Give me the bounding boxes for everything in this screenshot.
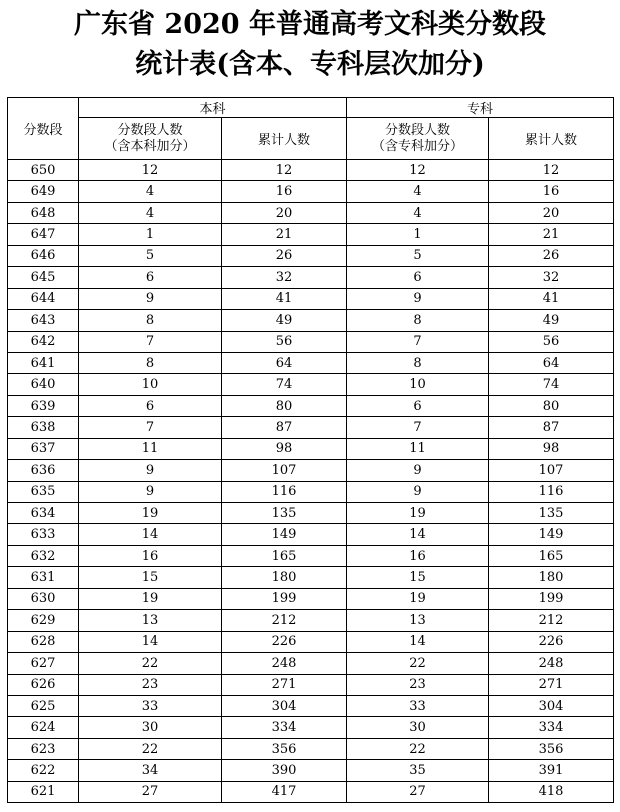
score-cell: 622 — [8, 760, 79, 781]
table-body — [8, 160, 614, 803]
zhuanke-count-cell: 11 — [347, 438, 489, 459]
benke-cumulative-cell: 98 — [222, 438, 347, 459]
score-cell: 633 — [8, 524, 79, 545]
score-cell: 629 — [8, 610, 79, 631]
score-cell: 627 — [8, 653, 79, 674]
zhuanke-cumulative-cell: 74 — [489, 374, 614, 395]
benke-cumulative-cell: 41 — [222, 288, 347, 309]
benke-cumulative-header: 累计人数 — [222, 118, 347, 160]
table-row — [8, 224, 614, 245]
benke-cumulative-cell: 417 — [222, 781, 347, 802]
zhuanke-cumulative-cell: 87 — [489, 417, 614, 438]
benke-count-cell: 13 — [79, 610, 222, 631]
zhuanke-cumulative-cell: 20 — [489, 202, 614, 223]
zhuanke-cumulative-cell: 248 — [489, 653, 614, 674]
score-cell: 643 — [8, 310, 79, 331]
score-cell: 631 — [8, 567, 79, 588]
benke-cumulative-cell: 271 — [222, 674, 347, 695]
zhuanke-count-cell: 14 — [347, 631, 489, 652]
table-row — [8, 631, 614, 652]
table-row — [8, 245, 614, 266]
benke-count-cell: 19 — [79, 503, 222, 524]
zhuanke-count-cell: 14 — [347, 524, 489, 545]
benke-count-header: 分数段人数 （含本科加分） — [79, 118, 222, 160]
benke-cumulative-cell: 304 — [222, 695, 347, 716]
header-row-groups — [8, 98, 614, 118]
zhuanke-count-cell: 12 — [347, 160, 489, 181]
benke-count-cell: 19 — [79, 588, 222, 609]
score-cell: 630 — [8, 588, 79, 609]
zhuanke-count-cell: 22 — [347, 738, 489, 759]
benke-cumulative-cell: 390 — [222, 760, 347, 781]
zhuanke-count-cell: 4 — [347, 202, 489, 223]
table-row — [8, 588, 614, 609]
zhuanke-cumulative-cell: 49 — [489, 310, 614, 331]
zhuanke-group-header: 专科 — [347, 98, 614, 118]
zhuanke-count-cell: 19 — [347, 503, 489, 524]
score-cell: 623 — [8, 738, 79, 759]
table-row — [8, 352, 614, 373]
score-cell: 624 — [8, 717, 79, 738]
score-cell: 638 — [8, 417, 79, 438]
zhuanke-cumulative-cell: 21 — [489, 224, 614, 245]
table-row — [8, 331, 614, 352]
table-row — [8, 760, 614, 781]
zhuanke-cumulative-cell: 212 — [489, 610, 614, 631]
benke-count-cell: 7 — [79, 417, 222, 438]
score-cell: 621 — [8, 781, 79, 802]
benke-cumulative-cell: 32 — [222, 267, 347, 288]
benke-cumulative-cell: 356 — [222, 738, 347, 759]
benke-count-cell: 9 — [79, 460, 222, 481]
zhuanke-count-cell: 33 — [347, 695, 489, 716]
benke-count-cell: 33 — [79, 695, 222, 716]
benke-count-cell: 9 — [79, 481, 222, 502]
zhuanke-cumulative-cell: 16 — [489, 181, 614, 202]
zhuanke-cumulative-cell: 226 — [489, 631, 614, 652]
benke-count-cell: 9 — [79, 288, 222, 309]
benke-cumulative-cell: 180 — [222, 567, 347, 588]
benke-cumulative-cell: 56 — [222, 331, 347, 352]
zhuanke-cumulative-cell: 80 — [489, 395, 614, 416]
score-cell: 650 — [8, 160, 79, 181]
zhuanke-count-cell: 6 — [347, 395, 489, 416]
table-row — [8, 695, 614, 716]
table-row — [8, 674, 614, 695]
zhuanke-cumulative-cell: 271 — [489, 674, 614, 695]
zhuanke-count-cell: 7 — [347, 417, 489, 438]
table-row — [8, 460, 614, 481]
benke-cumulative-cell: 116 — [222, 481, 347, 502]
table-row — [8, 288, 614, 309]
table-row — [8, 781, 614, 802]
zhuanke-count-cell: 30 — [347, 717, 489, 738]
zhuanke-cumulative-cell: 149 — [489, 524, 614, 545]
title-line-1: 广东省 2020 年普通高考文科类分数段 — [74, 9, 546, 40]
benke-count-cell: 23 — [79, 674, 222, 695]
benke-count-cell: 14 — [79, 631, 222, 652]
score-cell: 636 — [8, 460, 79, 481]
table-row — [8, 524, 614, 545]
benke-count-cell: 11 — [79, 438, 222, 459]
benke-count-cell: 16 — [79, 545, 222, 566]
zhuanke-count-cell: 9 — [347, 460, 489, 481]
zhuanke-cumulative-cell: 56 — [489, 331, 614, 352]
benke-cumulative-cell: 226 — [222, 631, 347, 652]
benke-cumulative-cell: 212 — [222, 610, 347, 631]
benke-count-cell: 8 — [79, 310, 222, 331]
benke-count-cell: 22 — [79, 738, 222, 759]
benke-count-cell: 6 — [79, 267, 222, 288]
zhuanke-count-cell: 27 — [347, 781, 489, 802]
zhuanke-count-cell: 23 — [347, 674, 489, 695]
zhuanke-cumulative-cell: 135 — [489, 503, 614, 524]
score-cell: 635 — [8, 481, 79, 502]
benke-count-cell: 10 — [79, 374, 222, 395]
score-cell: 641 — [8, 352, 79, 373]
table-row — [8, 738, 614, 759]
document-title — [0, 0, 620, 80]
benke-cumulative-cell: 248 — [222, 653, 347, 674]
table-row — [8, 160, 614, 181]
benke-count-cell: 7 — [79, 331, 222, 352]
score-cell: 637 — [8, 438, 79, 459]
table-row — [8, 567, 614, 588]
zhuanke-count-cell: 13 — [347, 610, 489, 631]
benke-count-cell: 30 — [79, 717, 222, 738]
zhuanke-cumulative-cell: 418 — [489, 781, 614, 802]
zhuanke-cumulative-cell: 180 — [489, 567, 614, 588]
benke-cumulative-cell: 16 — [222, 181, 347, 202]
zhuanke-count-cell: 5 — [347, 245, 489, 266]
score-cell: 632 — [8, 545, 79, 566]
benke-count-cell: 15 — [79, 567, 222, 588]
benke-count-cell: 4 — [79, 181, 222, 202]
table-row — [8, 202, 614, 223]
score-cell: 647 — [8, 224, 79, 245]
benke-count-cell: 1 — [79, 224, 222, 245]
table-row — [8, 545, 614, 566]
score-cell: 645 — [8, 267, 79, 288]
score-cell: 649 — [8, 181, 79, 202]
benke-count-cell: 22 — [79, 653, 222, 674]
header-row-columns — [8, 118, 614, 160]
zhuanke-count-cell: 8 — [347, 310, 489, 331]
benke-cumulative-cell: 12 — [222, 160, 347, 181]
benke-count-cell: 34 — [79, 760, 222, 781]
score-cell: 639 — [8, 395, 79, 416]
zhuanke-cumulative-cell: 334 — [489, 717, 614, 738]
zhuanke-count-cell: 6 — [347, 267, 489, 288]
benke-cumulative-cell: 64 — [222, 352, 347, 373]
benke-count-cell: 27 — [79, 781, 222, 802]
zhuanke-cumulative-cell: 107 — [489, 460, 614, 481]
zhuanke-cumulative-cell: 165 — [489, 545, 614, 566]
zhuanke-count-cell: 19 — [347, 588, 489, 609]
table-row — [8, 267, 614, 288]
zhuanke-count-cell: 22 — [347, 653, 489, 674]
benke-cumulative-cell: 334 — [222, 717, 347, 738]
table-row — [8, 438, 614, 459]
table-row — [8, 610, 614, 631]
zhuanke-cumulative-cell: 41 — [489, 288, 614, 309]
benke-count-cell: 6 — [79, 395, 222, 416]
zhuanke-count-cell: 16 — [347, 545, 489, 566]
zhuanke-count-cell: 9 — [347, 481, 489, 502]
table-row — [8, 395, 614, 416]
table-row — [8, 181, 614, 202]
zhuanke-count-cell: 1 — [347, 224, 489, 245]
benke-cumulative-cell: 149 — [222, 524, 347, 545]
title-line-2: 统计表(含本、专科层次加分) — [135, 49, 485, 80]
zhuanke-count-cell: 15 — [347, 567, 489, 588]
benke-cumulative-cell: 135 — [222, 503, 347, 524]
score-cell: 644 — [8, 288, 79, 309]
zhuanke-cumulative-cell: 12 — [489, 160, 614, 181]
score-cell: 648 — [8, 202, 79, 223]
table-row — [8, 503, 614, 524]
zhuanke-cumulative-cell: 26 — [489, 245, 614, 266]
score-cell: 642 — [8, 331, 79, 352]
table-row — [8, 717, 614, 738]
score-cell: 634 — [8, 503, 79, 524]
benke-cumulative-cell: 199 — [222, 588, 347, 609]
benke-cumulative-cell: 20 — [222, 202, 347, 223]
zhuanke-cumulative-cell: 391 — [489, 760, 614, 781]
zhuanke-count-cell: 4 — [347, 181, 489, 202]
zhuanke-cumulative-cell: 64 — [489, 352, 614, 373]
score-cell: 626 — [8, 674, 79, 695]
benke-cumulative-cell: 107 — [222, 460, 347, 481]
benke-count-cell: 14 — [79, 524, 222, 545]
zhuanke-count-header: 分数段人数 （含专科加分） — [347, 118, 489, 160]
table-row — [8, 481, 614, 502]
zhuanke-cumulative-cell: 98 — [489, 438, 614, 459]
benke-cumulative-cell: 80 — [222, 395, 347, 416]
score-cell: 646 — [8, 245, 79, 266]
zhuanke-count-cell: 8 — [347, 352, 489, 373]
score-cell: 625 — [8, 695, 79, 716]
score-distribution-table — [7, 97, 614, 803]
table-row — [8, 374, 614, 395]
table-row — [8, 310, 614, 331]
benke-cumulative-cell: 26 — [222, 245, 347, 266]
zhuanke-cumulative-cell: 32 — [489, 267, 614, 288]
benke-cumulative-cell: 21 — [222, 224, 347, 245]
benke-count-cell: 4 — [79, 202, 222, 223]
benke-count-cell: 12 — [79, 160, 222, 181]
zhuanke-cumulative-cell: 199 — [489, 588, 614, 609]
benke-cumulative-cell: 49 — [222, 310, 347, 331]
zhuanke-cumulative-header: 累计人数 — [489, 118, 614, 160]
table-row — [8, 653, 614, 674]
benke-cumulative-cell: 87 — [222, 417, 347, 438]
zhuanke-count-cell: 7 — [347, 331, 489, 352]
zhuanke-count-cell: 10 — [347, 374, 489, 395]
zhuanke-count-cell: 35 — [347, 760, 489, 781]
benke-cumulative-cell: 74 — [222, 374, 347, 395]
zhuanke-cumulative-cell: 356 — [489, 738, 614, 759]
zhuanke-count-cell: 9 — [347, 288, 489, 309]
benke-group-header: 本科 — [79, 98, 347, 118]
benke-count-cell: 8 — [79, 352, 222, 373]
score-column-header: 分数段 — [8, 98, 79, 160]
zhuanke-cumulative-cell: 116 — [489, 481, 614, 502]
score-cell: 628 — [8, 631, 79, 652]
zhuanke-cumulative-cell: 304 — [489, 695, 614, 716]
benke-count-cell: 5 — [79, 245, 222, 266]
table-row — [8, 417, 614, 438]
benke-cumulative-cell: 165 — [222, 545, 347, 566]
score-cell: 640 — [8, 374, 79, 395]
